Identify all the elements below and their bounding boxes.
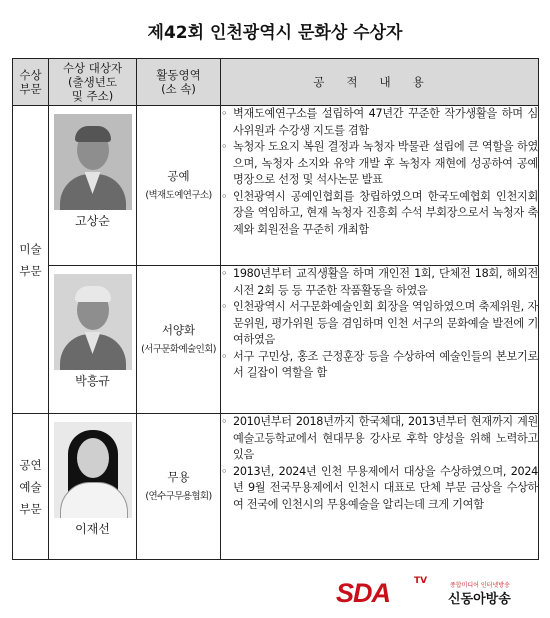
category-cell-performing-arts xyxy=(13,414,49,560)
achievement-list xyxy=(221,266,538,382)
header-field-line: 활동영역 xyxy=(156,68,201,82)
field-cell xyxy=(137,414,221,560)
achievement-item: ◦ 2013년, 2024년 인천 무용제에서 대상을 수상하였으며, 2024년 9월 전국무용제에서 인천시 대표로 단체 부문 금상을 수상하여 전국에 인천시의 무용예술을 알리는데 크게 기여함 xyxy=(221,464,538,514)
field-name: 서양화 xyxy=(161,322,196,337)
recipient-photo xyxy=(54,114,132,210)
achievement-item: ◦ 1980년부터 교직생활을 하며 개인전 1회, 단체전 18회, 해외전시전 2회 등 등 꾸준한 작품활동을 하였음 xyxy=(221,266,538,299)
achievements-cell xyxy=(221,106,539,266)
field-cell xyxy=(137,266,221,414)
header-category xyxy=(13,59,49,106)
header-field xyxy=(137,59,221,106)
achievement-item: ◦ 서구 구민상, 홍조 근정훈장 등을 수상하여 예술인들의 본보기로서 길잡이 역할을 함 xyxy=(221,349,538,382)
header-recipient-line: (출생년도 xyxy=(68,75,117,89)
field-cell xyxy=(137,106,221,266)
category-label: 부문 xyxy=(19,501,42,516)
recipient-photo xyxy=(54,422,132,518)
recipient-name: 이재선 xyxy=(75,522,110,536)
category-cell-art xyxy=(13,106,49,414)
table-row xyxy=(13,266,539,414)
achievement-item: ◦ 벽재도예연구소를 설립하여 47년간 꾸준한 작가생활을 하며 심사위원과 수강생 지도를 겸함 xyxy=(221,106,538,139)
field-name: 무용 xyxy=(167,469,190,484)
recipient-name: 고상순 xyxy=(75,214,110,228)
table-row xyxy=(13,414,539,560)
award-recipients-table xyxy=(12,58,539,560)
category-label: 미술 xyxy=(19,241,42,256)
recipient-name: 박흥규 xyxy=(75,374,110,388)
logo-tv: TV xyxy=(414,576,428,586)
field-org: (서구문화예술인회) xyxy=(141,343,216,355)
achievement-item: ◦ 인천광역시 공예인협회를 창립하였으며 한국도예협회 인천지회장을 역임하고, 현재 녹청자 진흥회 수석 부회장으로서 녹청자 축제와 회원전을 꾸준히 개최함 xyxy=(221,189,538,239)
table-header-row xyxy=(13,59,539,106)
header-achievements-label: 공적내용 xyxy=(313,75,446,89)
field-org: (연수구무용협회) xyxy=(145,490,212,502)
header-recipient-line: 수상 대상자 xyxy=(62,61,123,75)
header-recipient-line: 및 주소) xyxy=(71,89,114,103)
achievement-item: ◦ 인천광역시 서구문화예술인회 회장을 역임하였으며 축제위원, 자문위원, 평가위원 등을 겸임하며 인천 서구의 문화예술 발전에 기여하였음 xyxy=(221,299,538,349)
achievement-list xyxy=(221,414,538,513)
field-name: 공예 xyxy=(167,168,190,183)
achievements-cell xyxy=(221,266,539,414)
achievements-cell xyxy=(221,414,539,560)
category-label: 예술 xyxy=(19,479,42,494)
sda-tv-logo xyxy=(336,576,536,610)
recipient-cell xyxy=(49,106,137,266)
table-row xyxy=(13,106,539,266)
achievement-item: ◦ 녹청자 도요지 복원 결정과 녹청자 박물관 설립에 큰 역할을 하였으며, 녹청자 소지와 유약 개발 후 녹청자 재현에 성공하여 공예 명장으로 선정 및 석사논문 발표 xyxy=(221,139,538,189)
recipient-cell xyxy=(49,414,137,560)
logo-tagline: 종합미디어 인터넷방송 xyxy=(450,582,510,589)
header-category-line: 수상 xyxy=(19,68,42,82)
logo-brand: 신동아방송 xyxy=(448,592,511,607)
achievement-list xyxy=(221,106,538,238)
page-title: 제42회 인천광역시 문화상 수상자 xyxy=(147,23,403,43)
header-field-line: (소 속) xyxy=(161,82,196,96)
header-category-line: 부문 xyxy=(19,82,42,96)
achievement-item: ◦ 2010년부터 2018년까지 한국체대, 2013년부터 현재까지 계원예술고등학교에서 현대무용 강사로 후학 양성을 위해 노력하고 있음 xyxy=(221,414,538,464)
recipient-photo xyxy=(54,274,132,370)
header-recipient xyxy=(49,59,137,106)
header-achievements xyxy=(221,59,539,106)
field-org: (벽재도예연구소) xyxy=(145,189,212,201)
category-label: 부문 xyxy=(19,263,42,278)
category-label: 공연 xyxy=(19,457,42,472)
recipient-cell xyxy=(49,266,137,414)
logo-mark: SDA xyxy=(336,578,391,608)
